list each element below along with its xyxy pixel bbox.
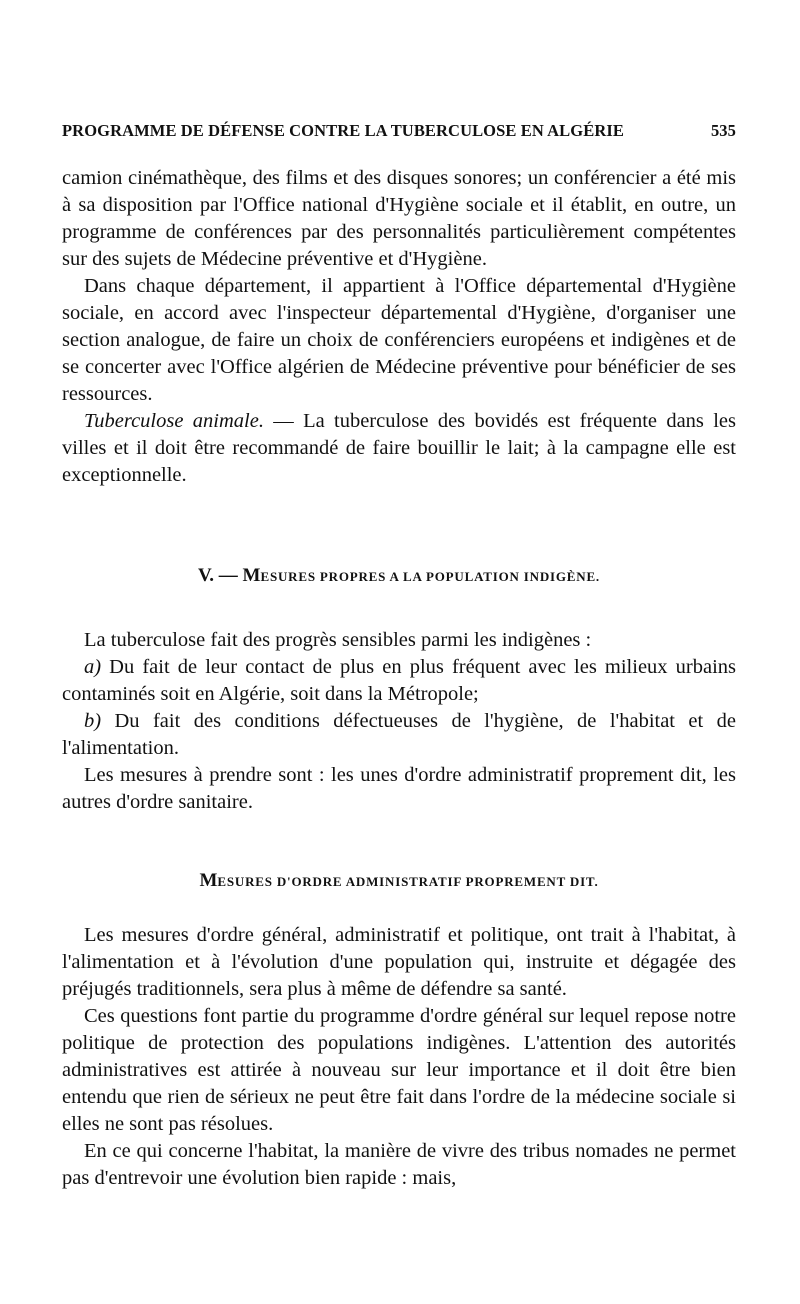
subsection-heading-rest: ESURES D'ORDRE ADMINISTRATIF PROPREMENT DIT. xyxy=(217,874,599,889)
list-marker-a: a) xyxy=(84,656,102,678)
subsection-heading xyxy=(62,870,736,892)
list-item-a xyxy=(62,654,736,708)
page-number: 535 xyxy=(710,121,736,140)
running-head-title: PROGRAMME DE DÉFENSE CONTRE LA TUBERCULOSE EN ALGÉRIE xyxy=(62,121,624,140)
section-heading-initial: M xyxy=(242,565,261,586)
paragraph-tuberculose-animale-text: — La tuberculose des bovidés est fréquente dans les villes et il doit être recommandé de faire bouillir le lait; à la campagne elle est exceptionnelle. xyxy=(62,410,736,486)
paragraph-tuberculose-animale xyxy=(62,408,736,489)
list-marker-b: b) xyxy=(84,710,102,732)
section-heading-rest: ESURES PROPRES A LA POPULATION INDIGÈNE. xyxy=(260,569,600,584)
list-item-b-text: Du fait des conditions défectueuses de l'hygiène, de l'habitat et de l'alimentation. xyxy=(62,710,736,759)
running-head xyxy=(62,121,736,141)
text-block-intro xyxy=(62,165,736,489)
paragraph-mesures: Les mesures à prendre sont : les unes d'ordre administratif proprement dit, les autres d'ordre sanitaire. xyxy=(62,764,736,813)
subsection-heading-initial: M xyxy=(199,870,218,891)
paragraph-continuation: camion cinémathèque, des films et des disques sonores; un conférencier a été mis à sa disposition par l'Office national d'Hygiène sociale et il établit, en outre, un programme de conférences par des personnalités particulièrement compétentes sur des sujets de Médecine préventive et d'Hygiène. xyxy=(62,167,736,270)
list-item-a-text: Du fait de leur contact de plus en plus fréquent avec les milieux urbains contaminés soit en Algérie, soit dans la Métropole; xyxy=(62,656,736,705)
paragraph-departement: Dans chaque département, il appartient à l'Office départemental d'Hygiène sociale, en accord avec l'inspecteur départemental d'Hygiène, d'organiser une section analogue, de faire un choix de conférenciers européens et indigènes et de se concerter avec l'Office algérien de Médecine préventive pour bénéficier de ses ressources. xyxy=(62,275,736,405)
section-heading xyxy=(62,565,736,587)
paragraph-progres: La tuberculose fait des progrès sensibles parmi les indigènes : xyxy=(84,629,592,651)
paragraph-ordre-general: Les mesures d'ordre général, administratif et politique, ont trait à l'habitat, à l'alimentation et à l'évolution d'une population qui, instruite et dégagée des préjugés traditionnels, sera plus à même de défendre sa santé. xyxy=(62,924,736,1000)
paragraph-questions: Ces questions font partie du programme d'ordre général sur lequel repose notre politique de protection des populations indigènes. L'attention des autorités administratives est attirée à nouveau sur leur importance et il doit être bien entendu que rien de sérieux ne peut être fait dans l'ordre de la médecine sociale si elles ne sont pas résolues. xyxy=(62,1005,736,1135)
text-block-administratif xyxy=(62,922,736,1192)
section-number: V. — xyxy=(198,565,243,586)
run-in-heading-tuberculose-animale: Tuberculose animale. xyxy=(84,410,264,432)
paragraph-habitat: En ce qui concerne l'habitat, la manière de vivre des tribus nomades ne permet pas d'entrevoir une évolution bien rapide : mais, xyxy=(62,1140,736,1189)
list-item-b xyxy=(62,708,736,762)
text-block-section-v xyxy=(62,627,736,816)
